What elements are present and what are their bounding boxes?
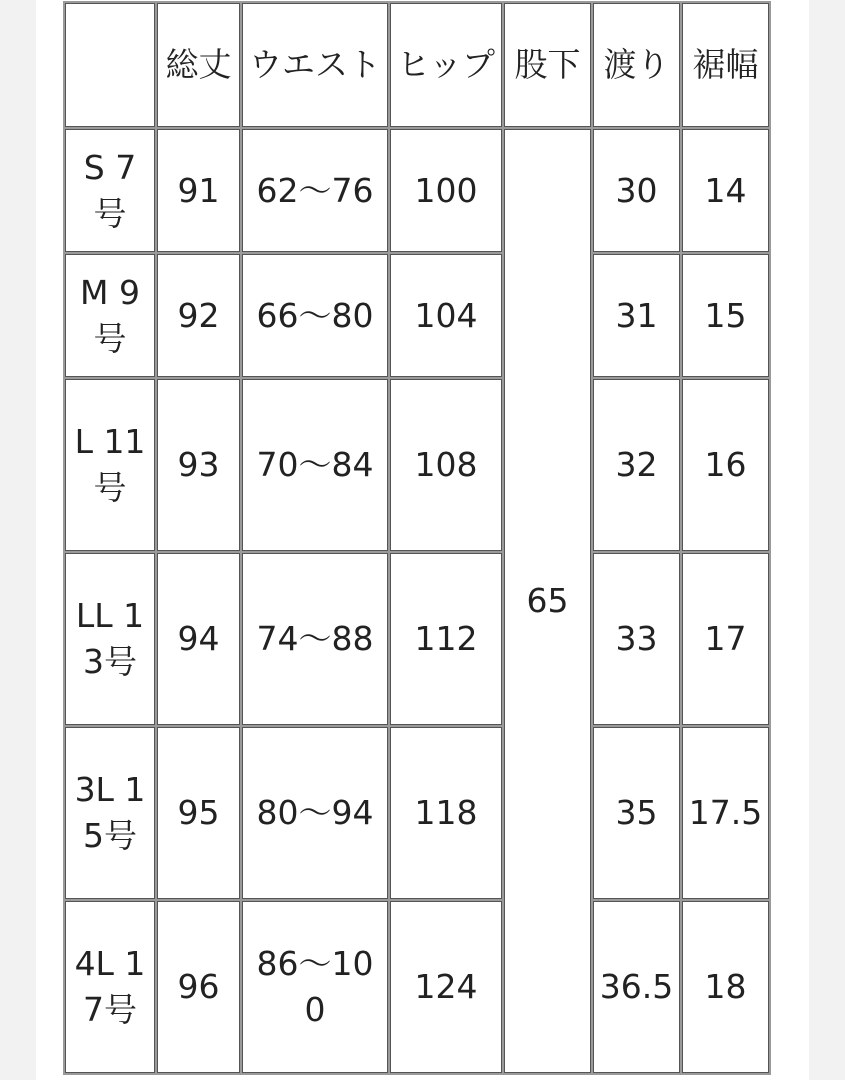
hem-cell: 17.5 xyxy=(682,727,769,899)
waist-cell: 62〜76 xyxy=(242,129,388,252)
rise-cell: 35 xyxy=(593,727,680,899)
table-row xyxy=(65,553,769,725)
table-row xyxy=(65,379,769,551)
header-cell-length: 総丈 xyxy=(157,3,240,127)
waist-cell: 66〜80 xyxy=(242,254,388,377)
hip-cell: 118 xyxy=(390,727,502,899)
inseam-cell: 65 xyxy=(504,129,591,1073)
size-chart-table xyxy=(63,1,771,1075)
hip-cell: 108 xyxy=(390,379,502,551)
length-cell: 93 xyxy=(157,379,240,551)
waist-cell: 74〜88 xyxy=(242,553,388,725)
hip-cell: 100 xyxy=(390,129,502,252)
table-row xyxy=(65,254,769,377)
waist-cell: 86〜100 xyxy=(242,901,388,1073)
hem-cell: 15 xyxy=(682,254,769,377)
waist-cell: 80〜94 xyxy=(242,727,388,899)
size-cell: M 9号 xyxy=(65,254,155,377)
header-row xyxy=(65,3,769,127)
header-cell-size xyxy=(65,3,155,127)
table-row xyxy=(65,901,769,1073)
size-cell: LL 13号 xyxy=(65,553,155,725)
hem-cell: 16 xyxy=(682,379,769,551)
size-cell: 4L 17号 xyxy=(65,901,155,1073)
waist-cell: 70〜84 xyxy=(242,379,388,551)
header-cell-waist: ウエスト xyxy=(242,3,388,127)
hem-cell: 17 xyxy=(682,553,769,725)
table-row xyxy=(65,129,769,252)
hip-cell: 112 xyxy=(390,553,502,725)
size-cell: S 7号 xyxy=(65,129,155,252)
header-cell-rise: 渡り xyxy=(593,3,680,127)
hem-cell: 18 xyxy=(682,901,769,1073)
rise-cell: 33 xyxy=(593,553,680,725)
header-cell-hem: 裾幅 xyxy=(682,3,769,127)
length-cell: 95 xyxy=(157,727,240,899)
rise-cell: 36.5 xyxy=(593,901,680,1073)
table-row xyxy=(65,727,769,899)
rise-cell: 30 xyxy=(593,129,680,252)
size-cell: L 11号 xyxy=(65,379,155,551)
hem-cell: 14 xyxy=(682,129,769,252)
size-cell: 3L 15号 xyxy=(65,727,155,899)
hip-cell: 104 xyxy=(390,254,502,377)
length-cell: 96 xyxy=(157,901,240,1073)
length-cell: 92 xyxy=(157,254,240,377)
rise-cell: 31 xyxy=(593,254,680,377)
length-cell: 94 xyxy=(157,553,240,725)
rise-cell: 32 xyxy=(593,379,680,551)
length-cell: 91 xyxy=(157,129,240,252)
header-cell-inseam: 股下 xyxy=(504,3,591,127)
hip-cell: 124 xyxy=(390,901,502,1073)
header-cell-hip: ヒップ xyxy=(390,3,502,127)
